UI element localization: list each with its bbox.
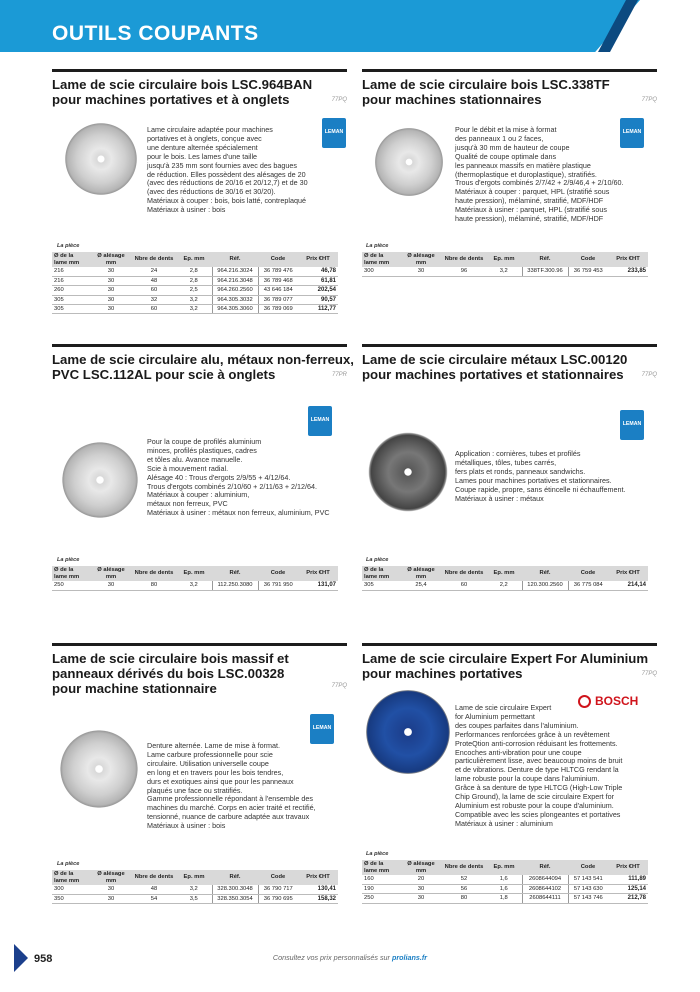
brand-logo: BOSCH [578,694,638,708]
product-title: Lame de scie circulaire bois massif et panneaux dérivés du bois LSC.00328 pour machine stationnaire [52,651,289,696]
product-title: Lame de scie circulaire bois LSC.338TF pour machines stationnaires [362,77,610,107]
table-cell: 2608644102 [522,884,568,893]
description-line: (avec des réductions de 30/16 et 30/20). [147,187,276,197]
table-cell: 2,8 [176,267,212,276]
column-header: Ø de la lame mm [362,566,400,581]
price-table [52,566,338,591]
table-cell: 46,78 [298,267,338,276]
description-line: Matériaux à usiner : aluminium [455,818,553,828]
description-line: Matériaux à usiner : métaux [455,493,544,503]
brand-logo: LEMAN [620,118,644,148]
table-cell: 3,2 [176,295,212,304]
table-cell: 36 791 950 [258,581,298,590]
table-row [362,884,648,893]
description-line: Matériaux à usiner : métaux non ferreux, aluminium, PVC [147,508,330,518]
description-line: durs et exotiques ainsi que pour les panneaux [147,776,294,786]
column-header: Ø alésage mm [400,860,442,875]
description-line: Alésage 40 : Trous d'ergots 2/9/55 + 4/12/64. [147,472,291,482]
table-cell: 36 775 084 [568,581,608,590]
description-line: Pour la coupe de profilés aluminium [147,437,262,446]
table-cell: 36 790 717 [258,885,298,894]
product-section [362,643,657,681]
column-header: Prix €HT [298,252,338,267]
table-cell: 964.216.3024 [212,267,258,276]
column-header: Ø alésage mm [90,566,132,581]
table-header [52,252,338,267]
page-number: 958 [34,953,53,965]
column-header: Nbre de dents [132,566,176,581]
table-cell: 2,2 [486,581,522,590]
table-cell: 30 [400,267,442,276]
column-header: Prix €HT [298,870,338,885]
table-cell: 57 143 746 [568,894,608,903]
description-line: et tôles alu. Avance manuelle. [147,454,243,464]
table-cell: 48 [132,885,176,894]
brand-logo: LEMAN [322,118,346,148]
table-cell: 30 [90,581,132,590]
table-cell: 216 [52,267,90,276]
product-description [147,126,308,215]
table-cell: 32 [132,295,176,304]
table-cell: 30 [90,305,132,314]
description-line: Matériaux à couper : parquet, HPL (stratifié sous [455,187,610,197]
table-cell: 36 789 069 [258,305,298,314]
description-line: plaqués une face ou stratifiés. [147,785,243,795]
table-row [52,885,338,894]
column-header: Code [568,252,608,267]
table-cell: 250 [52,581,90,590]
unit-label: La pièce [366,851,389,857]
table-cell: 328.350.3054 [212,894,258,903]
table-row [52,305,338,314]
table-cell: 1,8 [486,894,522,903]
description-line: Matériaux à usiner : parquet, HPL (stratifié sous [455,205,607,215]
table-cell: 305 [362,581,400,590]
table-cell: 3,5 [176,894,212,903]
description-line: circulaire. Utilisation universelle coupe [147,758,269,768]
table-cell: 56 [442,884,486,893]
table-cell: 61,81 [298,276,338,285]
table-header [362,860,648,875]
table-cell: 30 [90,894,132,903]
table-cell: 3,2 [486,267,522,276]
product-tag: 77PQ [331,683,347,689]
description-line: haute pression), mélaminé, stratifié, MDF/HDF [455,196,604,206]
table-cell: 338TF.300.96 [522,267,568,276]
table-cell: 30 [400,884,442,893]
description-line: Matériaux à usiner : bois [147,821,226,831]
brand-logo: LEMAN [308,406,332,436]
table-row [52,295,338,304]
description-line: minces, profilés plastiques, cadres [147,445,257,455]
column-header: Nbre de dents [442,860,486,875]
product-description [455,704,622,829]
table-cell: 212,78 [608,894,648,903]
product-section [362,344,657,382]
brand-logo: LEMAN [620,410,644,440]
table-cell: 30 [90,286,132,295]
table-header [362,252,648,267]
column-header: Code [258,566,298,581]
column-header: Réf. [212,870,258,885]
product-description [455,450,625,503]
table-cell: 36 790 695 [258,894,298,903]
table-cell: 57 143 541 [568,875,608,884]
price-table [362,860,648,904]
table-cell: 158,32 [298,894,338,903]
table-cell: 260 [52,286,90,295]
description-line: particulièrement lisse, avec beaucoup moins de bruit [455,756,623,766]
unit-label: La pièce [366,557,389,563]
table-cell: 1,6 [486,875,522,884]
page-header [0,0,700,56]
table-cell: 36 789 476 [258,267,298,276]
description-line: for Aluminium permettant [455,711,535,721]
description-line: (thermoplastique et duroplastique), stratifiés. [455,169,597,179]
unit-label: La pièce [57,243,80,249]
price-table [52,870,338,904]
description-line: des coupes parfaites dans l'aluminium. [455,720,579,730]
product-section [52,643,347,696]
product-title: Lame de scie circulaire métaux LSC.00120 pour machines portatives et stationnaires [362,352,628,382]
column-header: Code [568,566,608,581]
saw-blade-image [373,126,445,198]
table-cell: 305 [52,295,90,304]
product-description [147,438,330,518]
description-line: Qualité de coupe optimale dans [455,151,557,161]
column-header: Ø de la lame mm [362,860,400,875]
unit-label: La pièce [366,243,389,249]
product-section [52,69,347,107]
product-title: Lame de scie circulaire Expert For Aluminium pour machines portatives [362,651,649,681]
table-header [52,566,338,581]
table-row [362,581,648,590]
product-title: Lame de scie circulaire alu, métaux non-ferreux, PVC LSC.112AL pour scie à onglets [52,352,354,382]
description-line: Trous d'ergots combinés 2/10/60 + 2/11/63 + 2/12/64. [147,481,317,491]
table-row [52,286,338,295]
column-header: Ep. mm [486,860,522,875]
product-title: Lame de scie circulaire bois LSC.964BAN pour machines portatives et à onglets [52,77,313,107]
product-tag: 77PQ [331,97,347,103]
table-header [52,870,338,885]
table-cell: 216 [52,276,90,285]
unit-label: La pièce [57,557,80,563]
table-cell: 30 [400,894,442,903]
table-cell: 3,2 [176,581,212,590]
column-header: Ep. mm [176,870,212,885]
table-cell: 964.216.3048 [212,276,258,285]
column-header: Ø alésage mm [400,566,442,581]
column-header: Ep. mm [176,566,212,581]
column-header: Prix €HT [608,860,648,875]
description-line: Performances renforcées grâce à un revêtement [455,729,610,739]
table-cell: 964.305.3032 [212,295,258,304]
table-row [52,267,338,276]
column-header: Réf. [212,566,258,581]
product-description [455,126,624,224]
table-cell: 328.300.3048 [212,885,258,894]
table-cell: 24 [132,267,176,276]
table-cell: 48 [132,276,176,285]
column-header: Ø de la lame mm [52,870,90,885]
column-header: Réf. [212,252,258,267]
description-line: pour le bois. Les lames d'une taille [147,151,258,161]
column-header: Réf. [522,860,568,875]
table-cell: 2608644094 [522,875,568,884]
table-cell: 120.300.2560 [522,581,568,590]
table-row [52,276,338,285]
description-line: une denture alternée spécialement [147,142,258,152]
saw-blade-image [58,728,140,810]
column-header: Ø de la lame mm [52,566,90,581]
table-cell: 30 [90,267,132,276]
description-line: métalliques, tôles, tubes carrés, [455,457,557,467]
table-cell: 80 [132,581,176,590]
product-section [52,344,354,382]
table-cell: 60 [442,581,486,590]
description-line: Gamme professionnelle répondant à l'ensemble des [147,794,313,804]
description-line: lame robuste pour la coupe dans l'aluminium. [455,774,600,784]
table-cell: 125,14 [608,884,648,893]
table-cell: 30 [90,276,132,285]
table-cell: 2608644111 [522,894,568,903]
product-tag: 77PQ [641,97,657,103]
table-cell: 90,57 [298,295,338,304]
column-header: Ep. mm [176,252,212,267]
table-cell: 202,54 [298,286,338,295]
table-cell: 3,2 [176,885,212,894]
price-table [362,252,648,277]
product-tag: 77PQ [641,671,657,677]
brand-logo: LEMAN [310,714,334,744]
table-row [362,894,648,903]
unit-label: La pièce [57,861,80,867]
table-cell: 214,14 [608,581,648,590]
table-cell: 57 143 630 [568,884,608,893]
price-table [362,566,648,591]
column-header: Réf. [522,566,568,581]
table-cell: 190 [362,884,400,893]
table-cell: 112,77 [298,305,338,314]
description-line: machines du marché. Corps en acier traité et rectifié, [147,803,316,813]
table-cell: 30 [90,295,132,304]
product-tag: 77PR [331,372,347,378]
saw-blade-image [60,440,140,520]
table-cell: 112.250.3080 [212,581,258,590]
table-cell: 1,6 [486,884,522,893]
description-line: Lame circulaire adaptée pour machines [147,125,273,134]
table-cell: 300 [52,885,90,894]
description-line: Denture alternée. Lame de mise à format. [147,741,281,750]
description-line: tensionné, nuance de carbure adaptée aux travaux [147,812,310,822]
table-cell: 964.305.3060 [212,305,258,314]
table-cell: 111,89 [608,875,648,884]
description-line: Compatible avec les scies plongeantes et portatives [455,809,621,819]
table-cell: 160 [362,875,400,884]
description-line: Lames pour machines portatives et stationnaires. [455,475,612,485]
table-cell: 305 [52,305,90,314]
footer-note: Consultez vos prix personnalisés sur prolians.fr [272,953,428,962]
saw-blade-image [63,121,139,197]
table-cell: 36 759 453 [568,267,608,276]
description-line: des panneaux 1 ou 2 faces, [455,133,544,143]
table-row [52,581,338,590]
description-line: Encoches anti-vibration pour une coupe [455,747,582,757]
table-cell: 964.260.2560 [212,286,258,295]
description-line: Grâce à sa denture de type HLTCG (High-Low Triple [455,783,623,793]
description-line: Scie à mouvement radial. [147,463,229,473]
description-line: ProteQtion anti-corrosion réduisant les frottements. [455,738,618,748]
description-line: Coupe rapide, propre, sans étincelle ni échauffement. [455,484,626,494]
page-title: OUTILS COUPANTS [52,22,259,45]
saw-blade-image [366,690,450,774]
description-line: Trous d'ergots combinés 2/7/42 + 2/9/46,4 + 2/10/60. [455,178,624,188]
description-line: (avec des réductions de 20/16 et 20/12,7) et de 30 [147,178,308,188]
column-header: Nbre de dents [442,566,486,581]
column-header: Prix €HT [608,252,648,267]
description-line: haute pression), mélaminé, stratifié, MDF/HDF [455,214,604,224]
description-line: Matériaux à couper : bois, bois latté, contreplaqué [147,196,307,206]
column-header: Ø de la lame mm [52,252,90,267]
table-row [52,894,338,903]
table-cell: 250 [362,894,400,903]
table-cell: 350 [52,894,90,903]
table-cell: 2,8 [176,276,212,285]
table-row [362,267,648,276]
table-row [362,875,648,884]
column-header: Code [258,870,298,885]
column-header: Nbre de dents [132,870,176,885]
description-line: fers plats et ronds, panneaux sandwichs. [455,466,586,476]
description-line: métaux non ferreux, PVC [147,499,228,509]
product-tag: 77PQ [641,372,657,378]
table-cell: 2,5 [176,286,212,295]
column-header: Ø alésage mm [90,252,132,267]
column-header: Nbre de dents [132,252,176,267]
table-cell: 60 [132,305,176,314]
column-header: Nbre de dents [442,252,486,267]
table-cell: 130,41 [298,885,338,894]
product-description [147,742,316,831]
table-cell: 3,2 [176,305,212,314]
table-cell: 43 646 184 [258,286,298,295]
product-section [362,69,657,107]
description-line: Lame de scie circulaire Expert [455,703,552,712]
saw-blade-image [368,432,448,512]
table-cell: 36 789 468 [258,276,298,285]
description-line: Lame carbure professionnelle pour scie [147,749,273,759]
description-line: de réduction. Elles possèdent des alésages de 20 [147,169,306,179]
table-cell: 131,07 [298,581,338,590]
description-line: Pour le débit et la mise à format [455,125,557,134]
table-cell: 54 [132,894,176,903]
column-header: Réf. [522,252,568,267]
table-cell: 25,4 [400,581,442,590]
description-line: Application : cornières, tubes et profilés [455,449,581,458]
table-cell: 300 [362,267,400,276]
description-line: Matériaux à usiner : bois [147,205,226,215]
description-line: jusqu'à 235 mm sont fournies avec des bagues [147,160,298,170]
column-header: Code [258,252,298,267]
description-line: Aluminium est robuste pour la coupe d'aluminium. [455,800,614,810]
table-cell: 20 [400,875,442,884]
table-cell: 80 [442,894,486,903]
table-cell: 233,85 [608,267,648,276]
column-header: Prix €HT [608,566,648,581]
table-cell: 96 [442,267,486,276]
table-cell: 60 [132,286,176,295]
description-line: en long et en travers pour les bois tendres, [147,767,284,777]
description-line: les panneaux massifs en matière plastique [455,160,591,170]
description-line: portatives et à onglets, conçue avec [147,133,262,143]
column-header: Code [568,860,608,875]
column-header: Ep. mm [486,566,522,581]
price-table [52,252,338,314]
column-header: Ep. mm [486,252,522,267]
column-header: Ø de la lame mm [362,252,400,267]
column-header: Ø alésage mm [90,870,132,885]
site-link[interactable]: prolians.fr [391,953,428,962]
table-cell: 36 789 077 [258,295,298,304]
column-header: Ø alésage mm [400,252,442,267]
column-header: Prix €HT [298,566,338,581]
description-line: et de vibrations. Denture de type HLTCG rendant la [455,765,619,775]
table-cell: 52 [442,875,486,884]
description-line: Matériaux à couper : aluminium, [147,490,250,500]
table-header [362,566,648,581]
description-line: jusqu'à 30 mm de hauteur de coupe [455,142,570,152]
table-cell: 30 [90,885,132,894]
description-line: Chip Ground), la lame de scie circulaire Expert for [455,792,614,802]
